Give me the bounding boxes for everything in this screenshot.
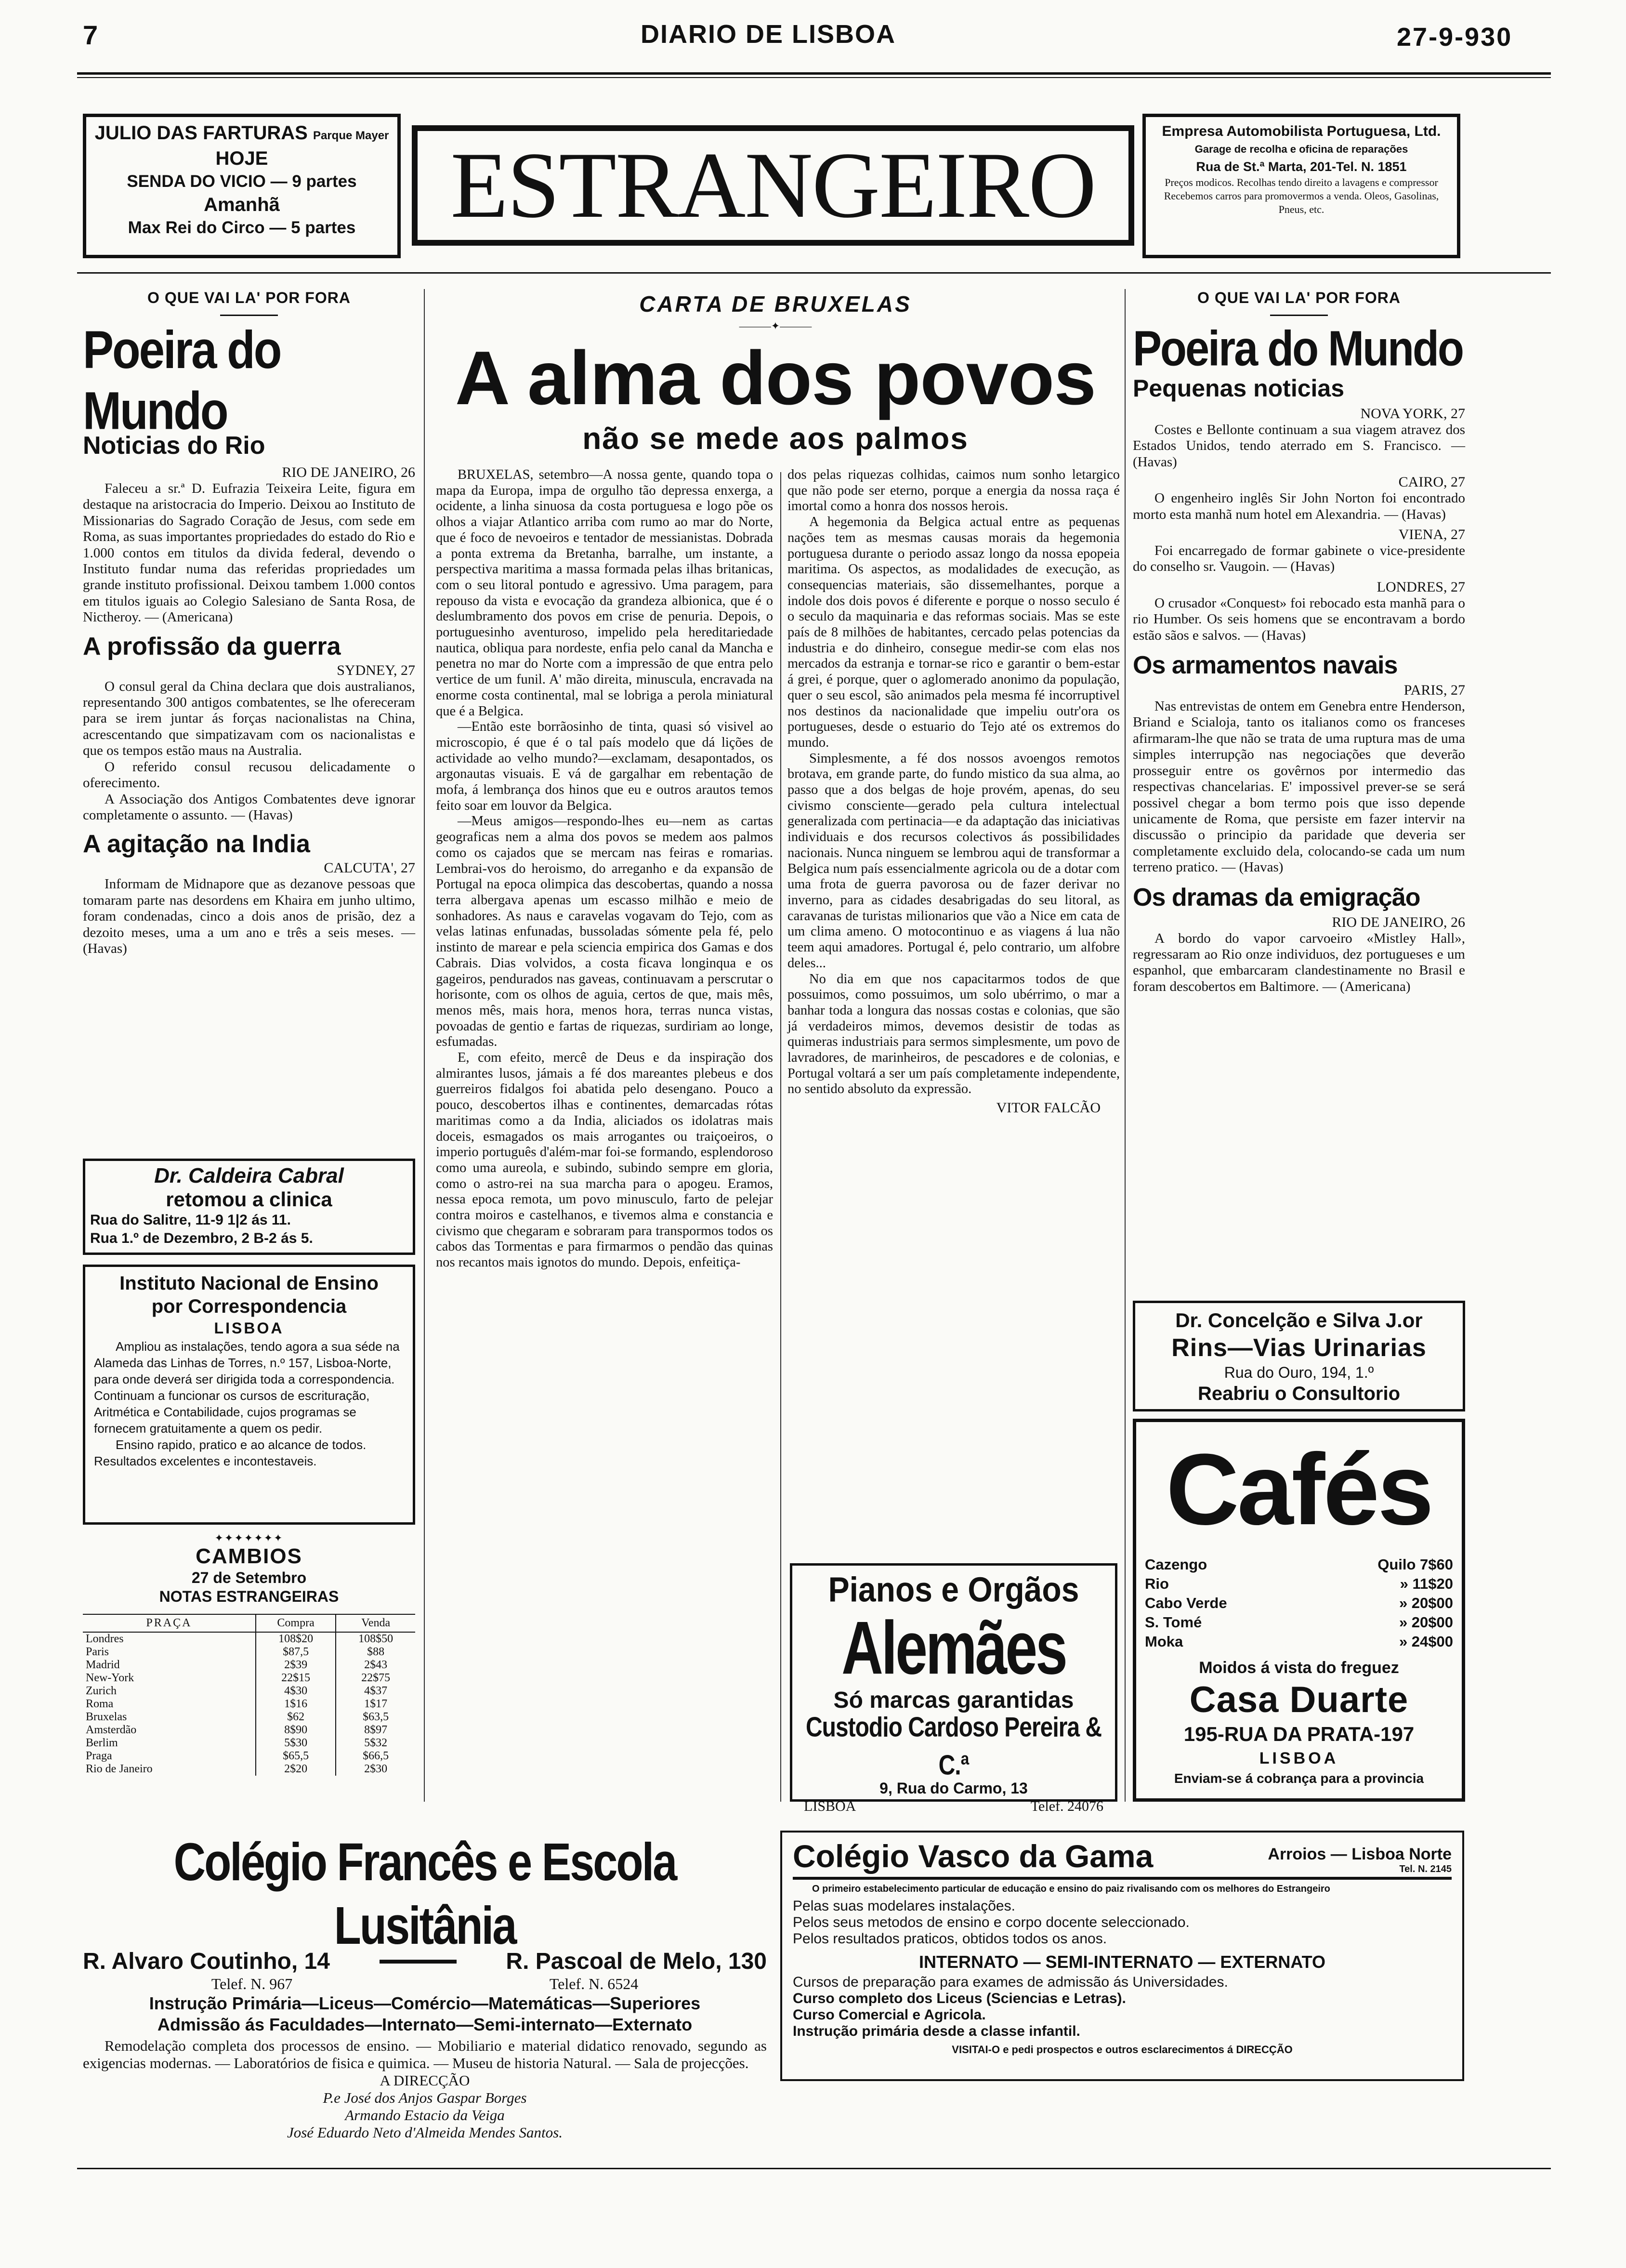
ad-colegio-frances-divider [380,1960,457,1964]
center-column-2 [787,467,1120,1116]
ad-instituto-l2: por Correspondencia [151,1296,347,1317]
ad-vasco-c3: Curso Comercial e Agricola. [793,2007,986,2023]
story-profissao-p2: O referido consul recusou delicadamente o oferecimento. [83,759,415,791]
ad-pianos-l4: Custodio Cardoso Pereira & C.ª [805,1712,1102,1781]
masthead-rule [77,72,1551,75]
story-title-agitacao-india: A agitação na India [83,830,310,858]
center-kicker-ornament: ———✦——— [739,320,812,332]
section-rule [77,272,1551,274]
cambios-cell-venda: 4$37 [364,1685,388,1697]
ad-cafes-lisboa: LISBOA [1259,1749,1339,1767]
cambios-cell-compra: 108$20 [256,1632,336,1646]
ad-julio-amanha: Amanhã [204,194,280,215]
cambios-cell-venda: 8$97 [364,1724,388,1736]
brief-costes-text: Costes e Bellonte continuam a sua viagem atravez dos Estados Unidos, tendo aterrado em S. Francisco. — (Havas) [1133,422,1465,470]
ad-vasco-mode: INTERNATO — SEMI-INTERNATO — EXTERNATO [918,1952,1326,1972]
brief-norton [1133,490,1465,523]
center-kicker [436,291,1115,332]
ad-instituto-p1: Ampliou as instalações, tendo agora a sua séde na Alameda das Linhas de Torres, n.º 157, Lisboa-Norte, para onde deverá ser dirigida toda a correspondencia. Continuam a funcionar os cursos de escrituração, Aritmética e Contabilidade, cujos programas se fornecem gratuitamente a quem os pedir. [94,1339,400,1436]
cambios-row [83,1685,415,1698]
ad-colegio-frances-line1: Instrução Primária—Liceus—Comércio—Matemáticas—Superiores [149,1993,701,2013]
ad-julio-senda: SENDA DO VICIO — 9 partes [127,172,357,191]
ad-colegio-frances-addr1: R. Alvaro Coutinho, 14 [83,1949,330,1974]
ad-colegio-frances-addr2: R. Pascoal de Melo, 130 [506,1949,767,1974]
ad-vasco-b3: Pelos resultados praticos, obtidos todos os anos. [793,1931,1107,1947]
ad-vasco-c1: Cursos de preparação para exames de admissão ás Universidades. [793,1974,1228,1990]
center-subhead: não se mede aos palmos [582,421,969,456]
right-kicker: O QUE VAI LA' POR FORA [1197,289,1401,306]
cambios-cell-venda: 5$32 [364,1737,388,1749]
cafe-price: » 20$00 [1399,1614,1453,1631]
cambios-row [83,1659,415,1672]
dateline-londres: LONDRES, 27 [1377,579,1465,595]
cafe-variety: S. Tomé [1145,1614,1202,1631]
kicker-rule [220,315,278,316]
right-column [1133,289,1465,995]
center-col1-p3: —Meus amigos—respondo-lhes eu—nem as cartas geograficas nem a alma dos povos se medem aos palmos como os cajados que se mercam nas feiras e romarias. Lembrai-vos do heroismo, do arreganho e da expansão de Portugal na epoca olimpica das descobertas, quando a nossa terra albergava apenas um escasso milhão e meio de sonhadores. As naus e caravelas vogavam do Tejo, com as velas latinas enfunadas, bussoladas sómente pela fé, pelo instinto de marear e pela sciencia empirica dos Gamas e dos Cabrais. Dias volvidos, a costa ficava longinqua e os gageiros, pendurados nas gaveas, continuavam a perscrutar o horisonte, com os olhos de aguia, certos de que, mais mês, menos mês, mais hora, menos hora, terras nunca vistas, povoadas de gentio e fartas de riquezas, surdiriam ao longe, esfumadas. [436,814,773,1050]
ad-vasco-rule [793,1877,1452,1880]
cambios-cell-compra: $62 [256,1711,336,1724]
story-emigracao [1133,931,1465,995]
cambios-cell-venda: 1$17 [364,1698,388,1710]
left-title: Poeira do Mundo [83,320,281,441]
issue-date: 27-9-930 [1397,23,1513,52]
ad-julio-line1: JULIO DAS FARTURAS [94,122,308,144]
cafe-price-row [1145,1613,1453,1632]
cambios-date: 27 de Setembro [191,1569,307,1586]
cambios-row [83,1646,415,1659]
cambios-title: CAMBIOS [196,1544,302,1568]
cafe-price-row [1145,1555,1453,1574]
cambios-table [83,1614,415,1776]
center-column-1 [436,467,773,1271]
cafe-variety: Moka [1145,1633,1183,1650]
cambios-cell-compra: 2$20 [256,1763,336,1776]
cafe-price-row [1145,1574,1453,1594]
center-col2-p4: No dia em que nos capacitarmos todos de que possuimos, como possuimos, um solo ubérrimo, o mar a banhar toda a longura das nossas costas e colonias, que são já verdadeiros mimos, devemos desistir de todas as quimeras industriais para sermos simplesmente, um povo de lavradores, de marinheiros, de pescadores e de colonias, e Portugal voltará a ser um país completamente independente, no sentido absoluto da expressão. [787,971,1120,1097]
ad-colegio-vasco-gama [780,1831,1464,2081]
center-headline: A alma dos povos [455,336,1096,421]
cambios-cell-city: New-York [83,1672,256,1685]
ad-pianos-city: LISBOA [804,1798,856,1814]
right-kicker-rule [1270,315,1328,316]
left-subtitle: Noticias do Rio [83,432,265,460]
dateline-rio: RIO DE JANEIRO, 26 [282,464,415,480]
dateline-nova-york: NOVA YORK, 27 [1360,406,1465,422]
ad-pianos-tel: Telef. 24076 [1030,1798,1103,1814]
cafe-price-row [1145,1594,1453,1613]
cambios-header-praca: PRAÇA [83,1614,256,1632]
ad-colegio-frances-sig2: P.e José dos Anjos Gaspar Borges [323,2089,527,2106]
brief-costes [1133,422,1465,470]
ad-empresa-automobilista [1142,114,1460,258]
ad-vasco-foot: VISITAI-O e pedi prospectos e outros esclarecimentos á DIRECÇÃO [952,2044,1293,2056]
center-col2-p2: A hegemonia da Belgica actual entre as pequenas nações tem as mesmas causas morais da hegemonia portuguesa durante o periodo assaz longo da nossa epopeia maritima. Os aspectos, as modalidades de execução, as consequencias materiais, são dissemelhantes, porque a indole dos dois povos é diferente e porque o nosso seculo é o seculo da maquinaria e das reformas sociais. Mas se este país de 8 milhões de habitantes, cercado pelas potencias da industria e do dinheiro, consegue medir-se com elas nos mercados da estranja e tornar-se rico e garantir o bem-estar á grei, é porque, quer o aglomerado anonimo da população, quer o seu escol, são animados pela mesma fé incorruptivel nos destinos da nacionalidade que impeliu outr'ora os portugueses, desde o estuario do Tejo até os extremos do mundo. [787,514,1120,750]
cafe-price: Quilo 7$60 [1377,1556,1453,1573]
ad-instituto-l3: LISBOA [214,1319,284,1337]
ad-colegio-frances-line2: Admissão ás Faculdades—Internato—Semi-internato—Externato [157,2015,693,2034]
cafe-price: » 11$20 [1400,1575,1453,1592]
ad-julio-max: Max Rei do Circo — 5 partes [128,218,356,237]
story-profissao-p3: A Associação dos Antigos Combatentes deve ignorar completamente o assunto. — (Havas) [83,791,415,823]
ad-julio-hoje: HOJE [215,148,268,169]
cambios-cell-venda: $88 [367,1646,385,1658]
ad-vasco-title: Colégio Vasco da Gama [793,1838,1154,1874]
dateline-paris: PARIS, 27 [1403,682,1465,699]
ad-empresa-line4: Preços modicos. Recolhas tendo direito a lavagens e compressor [1165,176,1438,188]
brief-norton-text: O engenheiro inglês Sir John Norton foi encontrado morto esta manhã num hotel em Alexandria. — (Havas) [1133,490,1465,522]
ad-julio-das-farturas [83,114,401,258]
cambios-cell-city: Amsterdão [83,1724,256,1737]
story-title-profissao-guerra: A profissão da guerra [83,632,341,660]
dateline-cairo: CAIRO, 27 [1398,474,1465,490]
article-signature: VITOR FALCÃO [996,1100,1101,1116]
ad-colegio-frances-sig3: Armando Estacio da Veiga [345,2107,505,2123]
cafe-variety: Rio [1145,1575,1169,1592]
story-profissao-p1: O consul geral da China declara que dois australianos, representando 300 antigos combatentes, se lhe ofereceram para se irem juntar ás forças nacionalistas na China, acrescentando que simpatizavam com os nacionalistas e que os tempos estão maus na Australia. [83,678,415,759]
ad-cafes-title: Cafés [1166,1433,1432,1546]
cambios-ornament: ✦✦✦✦✦✦✦ [214,1532,284,1544]
story-agitacao-text: Informam de Midnapore que as dezanove pessoas que tomaram parte nas desordens em Khaira em junho ultimo, foram condenadas, cinco a dois anos de prisão, dez a dezoito meses, uma a um ano e três a seis meses. — (Havas) [83,876,415,956]
ad-colegio-frances-tel2: Telef. N. 6524 [549,1975,639,1992]
ad-empresa-line2: Garage de recolha e oficina de reparações [1194,143,1408,155]
ad-pianos-l5: 9, Rua do Carmo, 13 [879,1780,1028,1797]
center-col1-p2: —Então este borrãosinho de tinta, quasi só visivel ao microscopio, é que é o tal país modelo que dá lições de actividade ao velho mundo?—exclamam, desapontados, os argonautas visuais. E vá de gargalhar em rebentação de mofa, á lembrança dos hinos que eu e outros arautos temos feito soar em louvor da Belgica. [436,719,773,813]
story-armamentos [1133,699,1465,875]
ad-caldeira-addr2: Rua 1.º de Dezembro, 2 B-2 ás 5. [90,1230,313,1246]
ad-instituto-text [94,1338,404,1469]
cambios-row [83,1632,415,1646]
cambios-cell-venda: 22$75 [361,1672,391,1684]
cambios-cell-compra: 5$30 [256,1737,336,1750]
ad-conceicao-spec: Rins—Vias Urinarias [1171,1334,1427,1362]
ad-conceicao-silva [1133,1301,1465,1411]
dateline-calcuta: CALCUTA', 27 [324,860,415,876]
ad-empresa-line1: Empresa Automobilista Portuguesa, Ltd. [1162,123,1441,139]
ad-colegio-frances [83,1831,767,2141]
ad-colegio-frances-title: Colégio Francês e Escola Lusitânia [173,1833,676,1956]
ad-vasco-tel: Tel. N. 2145 [1399,1864,1452,1874]
ad-colegio-frances-para: Remodelação completa dos processos de ensino. — Mobiliario e material didatico renovado, segundo as exigencias modernas. — Laboratórios de fisica e quimica. — Museu de historia Natural. — Sala de projecções. [83,2037,767,2071]
cambios-cell-compra: $87,5 [256,1646,336,1659]
ad-cafes-casa-duarte: Casa Duarte [1189,1679,1409,1720]
story-armamentos-text: Nas entrevistas de ontem em Genebra entre Henderson, Briand e Scialoja, tanto os italianos como os franceses afirmaram-lhe que não se trata de uma ruptura mas de uma simples interrupção nas negociações que deverão prosseguir entre os govêrnos por intermedio das respectivas chancelarias. E' impossivel prever-se se será possivel chegar a bom termo pois que isso depende unicamente de Roma, que persiste em fazer intervir na discussão o principio da paridade que deveria ser completamente excluido dela, colocando-se cada um num terreno pratico. — (Havas) [1133,699,1465,875]
cambios-row [83,1724,415,1737]
ad-empresa-line5: Recebemos carros para promovermos a venda. Oleos, Gasolinas, Pneus, etc. [1164,190,1439,215]
cambios-cell-city: Londres [83,1632,256,1646]
ad-instituto-l1: Instituto Nacional de Ensino [119,1273,379,1294]
ad-vasco-addr: Arroios — Lisboa Norte [1268,1845,1452,1863]
brief-conquest [1133,595,1465,644]
ad-instituto-nacional [83,1265,415,1525]
right-subtitle: Pequenas noticias [1133,375,1345,402]
cambios-header-compra: Compra [256,1614,336,1632]
ad-vasco-intro: O primeiro estabelecimento particular de educação e ensino do paiz rivalisando com os melhores do Estrangeiro [812,1884,1330,1894]
right-title: Poeira do Mundo [1133,321,1463,377]
cambios-cell-city: Praga [83,1750,256,1763]
cambios-cell-venda: $66,5 [363,1750,389,1762]
ad-empresa-line3: Rua de St.ª Marta, 201-Tel. N. 1851 [1196,159,1407,174]
ad-colegio-frances-sig4: José Eduardo Neto d'Almeida Mendes Santos. [287,2124,563,2141]
brief-conquest-text: O crusador «Conquest» foi rebocado esta manhã para o rio Humber. Os seis homens que se encontravam a bordo estão sãos e salvos. — (Havas) [1133,595,1465,643]
cafe-variety: Cazengo [1145,1556,1207,1573]
section-title [412,125,1134,246]
cambios-cell-venda: 2$43 [364,1659,388,1671]
dateline-sydney: SYDNEY, 27 [337,662,415,678]
section-title-text: ESTRANGEIRO [450,133,1096,237]
cambios-cell-venda: 2$30 [364,1763,388,1775]
ad-cafes-addr: 195-RUA DA PRATA-197 [1183,1723,1415,1745]
brief-vaugoin-text: Foi encarregado de formar gabinete o vice-presidente do conselho sr. Vaugoin. — (Havas) [1133,543,1465,575]
cambios-subtitle: NOTAS ESTRANGEIRAS [159,1588,339,1605]
ad-cafes-price-list [1145,1555,1453,1651]
ad-caldeira-addr1: Rua do Salitre, 11-9 1|2 ás 11. [90,1212,291,1228]
center-col1-p1: BRUXELAS, setembro—A nossa gente, quando topa o mapa da Europa, impa de orgulho tão depressa enxerga, a ocidente, a linha sinuosa da costa portuguesa e logo põe os olhos a viajar Atlantico arriba com rumo ao mar do Norte, que é foco de nevoeiros e tentador de messianistas. Dobrada a ponta extrema da Bretanha, barralhe, um instante, a perspectiva maritima a massa formada pelas ilhas britanicas, com o seu litoral pontudo e agressivo. Uma paragem, para repouso da vista e evocação da grandeza albionica, que é o deslumbramento dos povos em crise de penuria. Depois, o portuguesinho aventuroso, impelido pela hereditariedade nautica, obliqua para nordeste, enfia pelo canal da Mancha e penetra no mar do Norte com a impressão de que entra pelo vertice de um funil. A' mão direita, minuscula, encravada na enorme costa continental, mal se lobriga a perola miniatural que é a Belgica. [436,467,773,719]
ad-caldeira-name: Dr. Caldeira Cabral [154,1164,344,1187]
ad-cafes-enviam: Enviam-se á cobrança para a provincia [1174,1771,1424,1786]
cambios-cell-compra: 1$16 [256,1698,336,1711]
page-number: 7 [83,20,98,50]
cambios-cell-city: Bruxelas [83,1711,256,1724]
cambios-cell-compra: 2$39 [256,1659,336,1672]
cambios-cell-city: Paris [83,1646,256,1659]
ad-conceicao-reabriu: Reabriu o Consultorio [1198,1383,1400,1404]
cambios-row [83,1672,415,1685]
ad-caldeira-cabral [83,1159,415,1255]
cambios-row [83,1750,415,1763]
newspaper-title: DIARIO DE LISBOA [641,20,896,49]
dateline-viena: VIENA, 27 [1398,527,1465,543]
story-eufrazia [83,481,415,626]
masthead-rule-thin [77,77,1551,78]
cafe-price-row [1145,1632,1453,1651]
cambios-cell-city: Berlim [83,1737,256,1750]
cafe-variety: Cabo Verde [1145,1595,1227,1611]
cambios-row [83,1763,415,1776]
cambios-section [83,1532,415,1776]
column-separator-center [780,472,781,1802]
center-kicker-text: CARTA DE BRUXELAS [639,291,912,316]
cambios-cell-compra: $65,5 [256,1750,336,1763]
ad-pianos-l1: Pianos e Orgãos [828,1569,1079,1609]
story-title-armamentos: Os armamentos navais [1133,651,1398,680]
left-kicker: O QUE VAI LA' POR FORA [147,289,351,306]
dateline-rio-2: RIO DE JANEIRO, 26 [1332,914,1465,930]
cafe-price: » 20$00 [1399,1595,1453,1611]
story-title-emigracao: Os dramas da emigração [1133,883,1420,911]
ad-conceicao-name: Dr. Concelção e Silva J.or [1175,1309,1423,1332]
ad-colegio-frances-sig1: A DIRECÇÃO [380,2072,470,2089]
cambios-cell-compra: 8$90 [256,1724,336,1737]
ad-vasco-b1: Pelas suas modelares instalações. [793,1898,1015,1914]
ad-pianos-l2: Alemães [841,1606,1066,1690]
column-separator-right [1125,289,1126,1802]
cambios-cell-city: Madrid [83,1659,256,1672]
story-eufrazia-text: Faleceu a sr.ª D. Eufrazia Teixeira Leite, figura em destaque na aristocracia do Imperio. Deixou ao Instituto de Missionarias do Sagrado Coração de Jesus, com sede em Roma, as suas importantes propriedades do estado do Rio e 1.000 contos em titulos da divida federal, devendo o Instituto fundar numa das referidas propriedades um grande instituto profissional. Deixou tambem 1.000 contos em titulos iguais ao Colegio Salesiano de Santa Rosa, de Nictheroy. — (Americana) [83,481,415,625]
brief-vaugoin [1133,543,1465,575]
left-column [83,289,415,957]
cambios-cell-venda: $63,5 [363,1711,389,1723]
ad-julio-parque: Parque Mayer [313,129,389,142]
story-agitacao-india [83,876,415,957]
cambios-cell-city: Rio de Janeiro [83,1763,256,1776]
cambios-cell-venda: 108$50 [358,1633,393,1645]
story-emigracao-text: A bordo do vapor carvoeiro «Mistley Hall», regressaram ao Rio onze individuos, dez portugueses e um espanhol, que embarcaram clandestinamente no Brasil e foram descobertos em Baltimore. — (Americana) [1133,930,1465,994]
cambios-cell-compra: 22$15 [256,1672,336,1685]
ad-conceicao-addr: Rua do Ouro, 194, 1.º [1224,1364,1374,1381]
ad-colegio-frances-tel1: Telef. N. 967 [211,1975,293,1992]
cafe-price: » 24$00 [1399,1633,1453,1650]
ad-pianos-orgaos [790,1563,1117,1814]
cambios-header-venda: Venda [336,1614,415,1632]
bottom-rule [77,2168,1551,2169]
ad-cafes [1133,1419,1465,1802]
cambios-cell-city: Zurich [83,1685,256,1698]
ad-vasco-c4: Instrução primária desde a classe infantil. [793,2023,1080,2039]
ad-instituto-p2: Ensino rapido, pratico e ao alcance de todos. Resultados excelentes e incontestaveis. [94,1437,367,1468]
center-col2-p1: dos pelas riquezas colhidas, caimos num sonho letargico que não pode ser eterno, porque a energia da nossa raça é imortal como a honra dos nossos herois. [787,467,1120,514]
center-col1-p4: E, com efeito, mercê de Deus e da inspiração dos almirantes lusos, jámais a fé dos mareantes plebeus e dos guerreiros fidalgos foi abatida pelo desengano. Pouco a pouco, descobertos ilhas e continentes, demarcadas rótas maritimas como a da India, aliciados os idolatras mais doceis, esmagados os mais arrogantes ou traiçoeiros, o imperio português d'além-mar foi-se formando, esplendoroso como uma aureola, e subindo, subindo sempre em gloria, como o astro-rei na sua marcha para o apogeu. Eramos, nessa epoca remota, um povo minusculo, farto de pelejar contra moiros e castelhanos, e tivemos alma e constancia e civismo que chegaram e sobraram para transpormos todos os cabos das Tormentas e para firmarmos o pendão das quinas nos recantos mais ignotos do mundo. Depois, enfeitiça- [436,1050,773,1270]
ad-vasco-b2: Pelos seus metodos de ensino e corpo docente seleccionado. [793,1914,1190,1930]
ad-vasco-c2: Curso completo dos Liceus (Sciencias e Letras). [793,1991,1126,2006]
cambios-cell-compra: 4$30 [256,1685,336,1698]
center-col2-p3: Simplesmente, a fé dos nossos avoengos remotos brotava, em grande parte, do fundo mistico da sua alma, ao passo que a dos belgas de hoje provém, apenas, do seu civismo consciente—gerado pela cultura intelectual generalizada com pertinacia—e da adaptação das iniciativas individuais e dos recursos colectivos ás possibilidades nacionais. Nunca ninguem se lembrou aqui de transformar a Belgica num país essencialmente agricola ou de a dotar com uma frota de guerra pavorosa ou de fazer derivar no inverno, para as cidades desabrigadas do seu litoral, as caravanas de turistas milionarios que vão a Nice em cata de um clima ameno. O motocontinuo e as viagens á lua não teem aqui amadores. Portugal é, pelo contrario, um alfobre deles... [787,751,1120,971]
column-separator-left [424,289,425,1802]
cambios-row [83,1737,415,1750]
cambios-row [83,1711,415,1724]
cambios-row [83,1698,415,1711]
story-profissao-guerra [83,679,415,824]
ad-pianos-l3: Só marcas garantidas [833,1688,1074,1713]
ad-caldeira-retomou: retomou a clinica [166,1188,332,1211]
cambios-cell-city: Roma [83,1698,256,1711]
ad-cafes-moidos: Moidos á vista do freguez [1199,1659,1399,1677]
